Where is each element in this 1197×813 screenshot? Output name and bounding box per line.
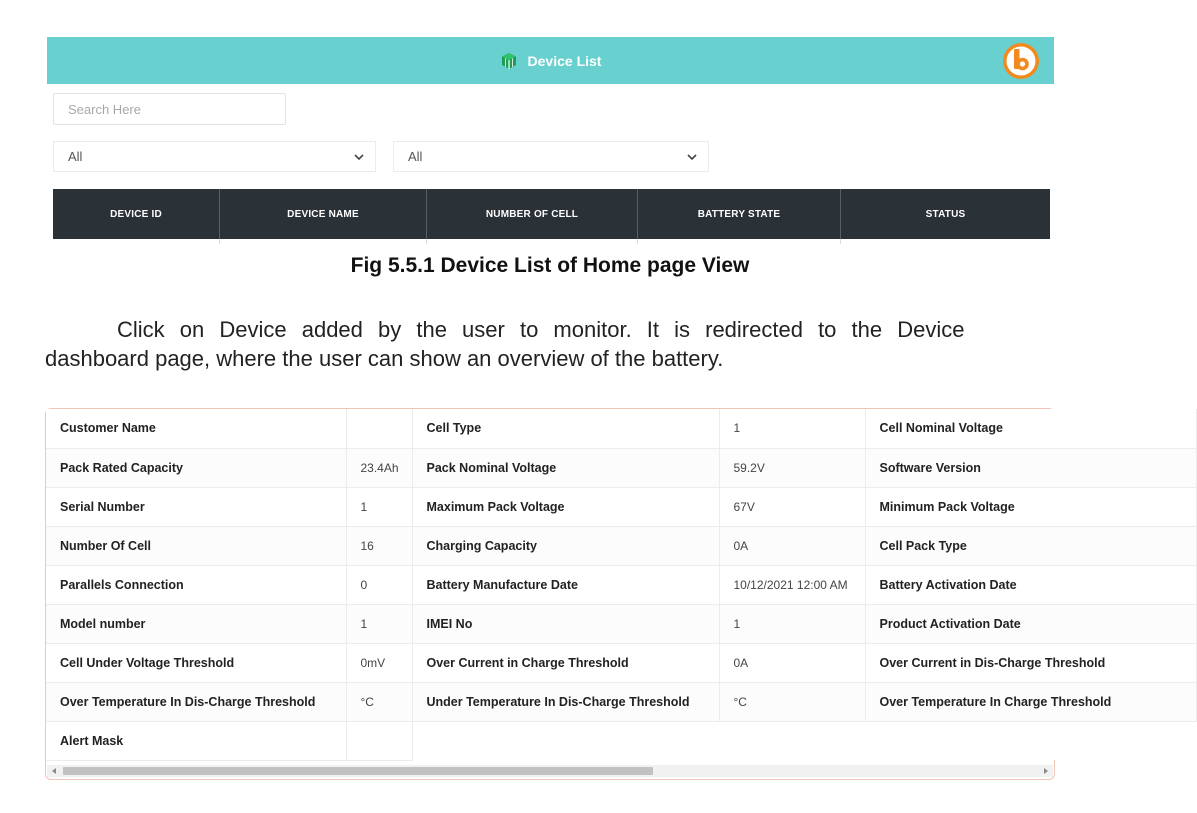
- body-paragraph: [45, 315, 1100, 373]
- detail-label: Pack Nominal Voltage: [412, 448, 719, 487]
- battery-pack-icon: [500, 52, 518, 70]
- detail-label: Over Temperature In Charge Threshold: [865, 682, 1196, 721]
- device-details-table: [46, 409, 1197, 761]
- detail-label: Cell Pack Type: [865, 526, 1196, 565]
- filter-select-1-value: All: [68, 149, 83, 164]
- detail-value: 1: [719, 604, 865, 643]
- detail-value: 1: [346, 604, 412, 643]
- table-row: [46, 682, 1196, 721]
- detail-label: Minimum Pack Voltage: [865, 487, 1196, 526]
- header-title: [47, 37, 1054, 84]
- empty-cell: [412, 721, 719, 760]
- table-row: [46, 526, 1196, 565]
- detail-value: 10/12/2021 12:00 AM: [719, 565, 865, 604]
- table-row: [46, 604, 1196, 643]
- filter-select-1[interactable]: [53, 141, 376, 172]
- filter-select-2-value: All: [408, 149, 423, 164]
- detail-value: [346, 721, 412, 760]
- detail-label: Product Activation Date: [865, 604, 1196, 643]
- table-row: [46, 643, 1196, 682]
- detail-label: Over Temperature In Dis-Charge Threshold: [46, 682, 346, 721]
- detail-value: 0: [346, 565, 412, 604]
- paragraph-line-1: Click on Device added by the user to monitor. It is redirected to the Device: [117, 317, 965, 342]
- paragraph-line-2: dashboard page, where the user can show an overview of the battery.: [45, 346, 724, 371]
- detail-value: °C: [346, 682, 412, 721]
- table-row: [46, 721, 1196, 760]
- horizontal-scrollbar[interactable]: [47, 765, 1053, 777]
- detail-label: Number Of Cell: [46, 526, 346, 565]
- device-table-header: [53, 189, 1050, 239]
- detail-value: 23.4Ah: [346, 448, 412, 487]
- column-header-number-of-cell[interactable]: NUMBER OF CELL: [427, 189, 638, 239]
- detail-value: 0A: [719, 643, 865, 682]
- table-row: [46, 565, 1196, 604]
- column-header-device-name[interactable]: DEVICE NAME: [220, 189, 427, 239]
- detail-label: Over Current in Dis-Charge Threshold: [865, 643, 1196, 682]
- detail-label: Cell Type: [412, 409, 719, 448]
- detail-label: Over Current in Charge Threshold: [412, 643, 719, 682]
- column-header-device-id[interactable]: DEVICE ID: [53, 189, 220, 239]
- detail-label: Parallels Connection: [46, 565, 346, 604]
- device-list-screenshot: [47, 37, 1054, 244]
- detail-value: 0A: [719, 526, 865, 565]
- figure-caption: Fig 5.5.1 Device List of Home page View: [350, 254, 750, 277]
- empty-cell: [719, 721, 865, 760]
- detail-label: Maximum Pack Voltage: [412, 487, 719, 526]
- detail-label: Model number: [46, 604, 346, 643]
- chevron-down-icon: [353, 151, 365, 163]
- header-title-text: Device List: [527, 52, 602, 69]
- app-header: [47, 37, 1054, 84]
- device-details-screenshot: [45, 408, 1112, 780]
- brand-logo-icon[interactable]: [1002, 42, 1040, 80]
- filter-select-2[interactable]: [393, 141, 709, 172]
- column-header-status[interactable]: STATUS: [925, 208, 966, 220]
- detail-label: IMEI No: [412, 604, 719, 643]
- detail-label: Cell Under Voltage Threshold: [46, 643, 346, 682]
- detail-label: Battery Activation Date: [865, 565, 1196, 604]
- detail-label: Software Version: [865, 448, 1196, 487]
- detail-label: Pack Rated Capacity: [46, 448, 346, 487]
- empty-cell: [865, 721, 1196, 760]
- column-header-battery-state[interactable]: BATTERY STATE: [638, 189, 841, 239]
- detail-value: 1: [346, 487, 412, 526]
- detail-value: [346, 409, 412, 448]
- detail-value: 0mV: [346, 643, 412, 682]
- table-row: [46, 487, 1196, 526]
- detail-value: 16: [346, 526, 412, 565]
- search-input[interactable]: [53, 93, 286, 125]
- scroll-right-arrow-icon[interactable]: [1043, 768, 1049, 774]
- detail-label: Cell Nominal Voltage: [865, 409, 1196, 448]
- detail-label: Charging Capacity: [412, 526, 719, 565]
- table-row: [46, 448, 1196, 487]
- detail-label: Alert Mask: [46, 721, 346, 760]
- detail-label: Customer Name: [46, 409, 346, 448]
- detail-label: Serial Number: [46, 487, 346, 526]
- detail-label: Under Temperature In Dis-Charge Threshold: [412, 682, 719, 721]
- scroll-left-arrow-icon[interactable]: [51, 768, 57, 774]
- detail-value: 59.2V: [719, 448, 865, 487]
- detail-value: 1: [719, 409, 865, 448]
- table-row: [46, 409, 1196, 448]
- detail-value: 67V: [719, 487, 865, 526]
- detail-value: °C: [719, 682, 865, 721]
- scrollbar-thumb[interactable]: [63, 767, 653, 775]
- chevron-down-icon: [686, 151, 698, 163]
- detail-label: Battery Manufacture Date: [412, 565, 719, 604]
- table-column-dividers: [53, 239, 1050, 244]
